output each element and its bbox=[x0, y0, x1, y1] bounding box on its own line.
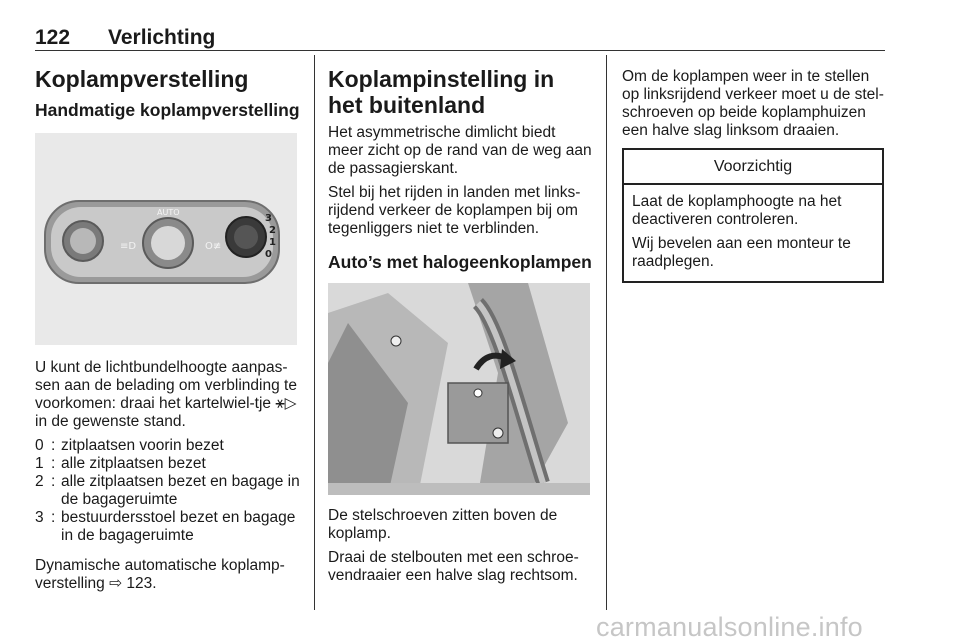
chapter-title: Verlichting bbox=[108, 26, 216, 49]
caution-body bbox=[624, 185, 882, 281]
column-3 bbox=[622, 60, 886, 283]
svg-text:AUTO: AUTO bbox=[157, 208, 180, 217]
dial-label-2: 2 bbox=[269, 225, 276, 236]
list-item: 3 : bestuurdersstoel bezet en bagage in de bagageruimte bbox=[35, 509, 296, 544]
subsection-title-halogeen: Auto’s met halogeenkoplampen bbox=[328, 252, 592, 272]
svg-text:≡D: ≡D bbox=[120, 241, 137, 252]
column-divider-1 bbox=[314, 55, 315, 610]
caution-paragraph: Wij bevelen aan een monteur te raadplegen. bbox=[632, 235, 851, 270]
page-number: 122 bbox=[35, 26, 71, 49]
caution-paragraph: Laat de koplamphoogte na het deactiveren controleren. bbox=[632, 193, 842, 228]
body-paragraph: Draai de stelbouten met een schroe-vendraaier een halve slag rechtsom. bbox=[328, 549, 579, 584]
instruction-paragraph: U kunt de lichtbundelhoogte aanpas-sen aan de belading om verblinding te voorkomen: draai het kartelwiel-tje ⚹▷ in de gewenste stand. bbox=[35, 359, 297, 430]
body-paragraph: Het asymmetrische dimlicht biedt meer zicht op de rand van de weg aan de passagierskant. bbox=[328, 124, 592, 177]
dial-label-3: 3 bbox=[265, 213, 272, 224]
figure-adjustment-screws bbox=[328, 283, 590, 495]
column-2 bbox=[328, 60, 592, 591]
list-item: 0 : zitplaatsen voorin bezet bbox=[35, 437, 224, 454]
header-rule bbox=[35, 50, 885, 51]
dial-label-0: 0 bbox=[265, 249, 272, 260]
section-title-koplampverstelling: Koplampverstelling bbox=[35, 66, 249, 92]
column-1 bbox=[35, 60, 303, 599]
dial-label-1: 1 bbox=[269, 237, 276, 248]
watermark: carmanualsonline.info bbox=[596, 612, 863, 642]
column-divider-2 bbox=[606, 55, 607, 610]
list-item: 2 : alle zitplaatsen bezet en bagage in de bagageruimte bbox=[35, 473, 300, 508]
caution-title: Voorzichtig bbox=[624, 150, 882, 185]
body-paragraph: Om de koplampen weer in te stellen op linksrijdend verkeer moet u de stel-schroeven op beide koplamphuizen een halve slag linksom draaien. bbox=[622, 68, 884, 139]
load-position-list bbox=[35, 437, 303, 545]
body-paragraph: De stelschroeven zitten boven de koplamp. bbox=[328, 507, 558, 542]
cross-reference-paragraph[interactable]: Dynamische automatische koplamp-verstelling ⇨ 123. bbox=[35, 557, 285, 592]
switch-panel-illustration bbox=[35, 133, 297, 345]
caution-box bbox=[622, 148, 884, 283]
body-paragraph: Stel bij het rijden in landen met links-rijdend verkeer de koplampen bij om tegenliggers niet te verblinden. bbox=[328, 184, 581, 237]
svg-text:O≢: O≢ bbox=[205, 241, 222, 252]
subsection-title-handmatig: Handmatige koplampverstelling bbox=[35, 100, 300, 120]
figure-headlamp-switch-panel bbox=[35, 133, 297, 345]
page-header bbox=[35, 26, 885, 48]
headlamp-illustration bbox=[328, 283, 590, 495]
section-title-buitenland: Koplampinstelling in het buitenland bbox=[328, 66, 555, 118]
list-item: 1 : alle zitplaatsen bezet bbox=[35, 455, 206, 472]
